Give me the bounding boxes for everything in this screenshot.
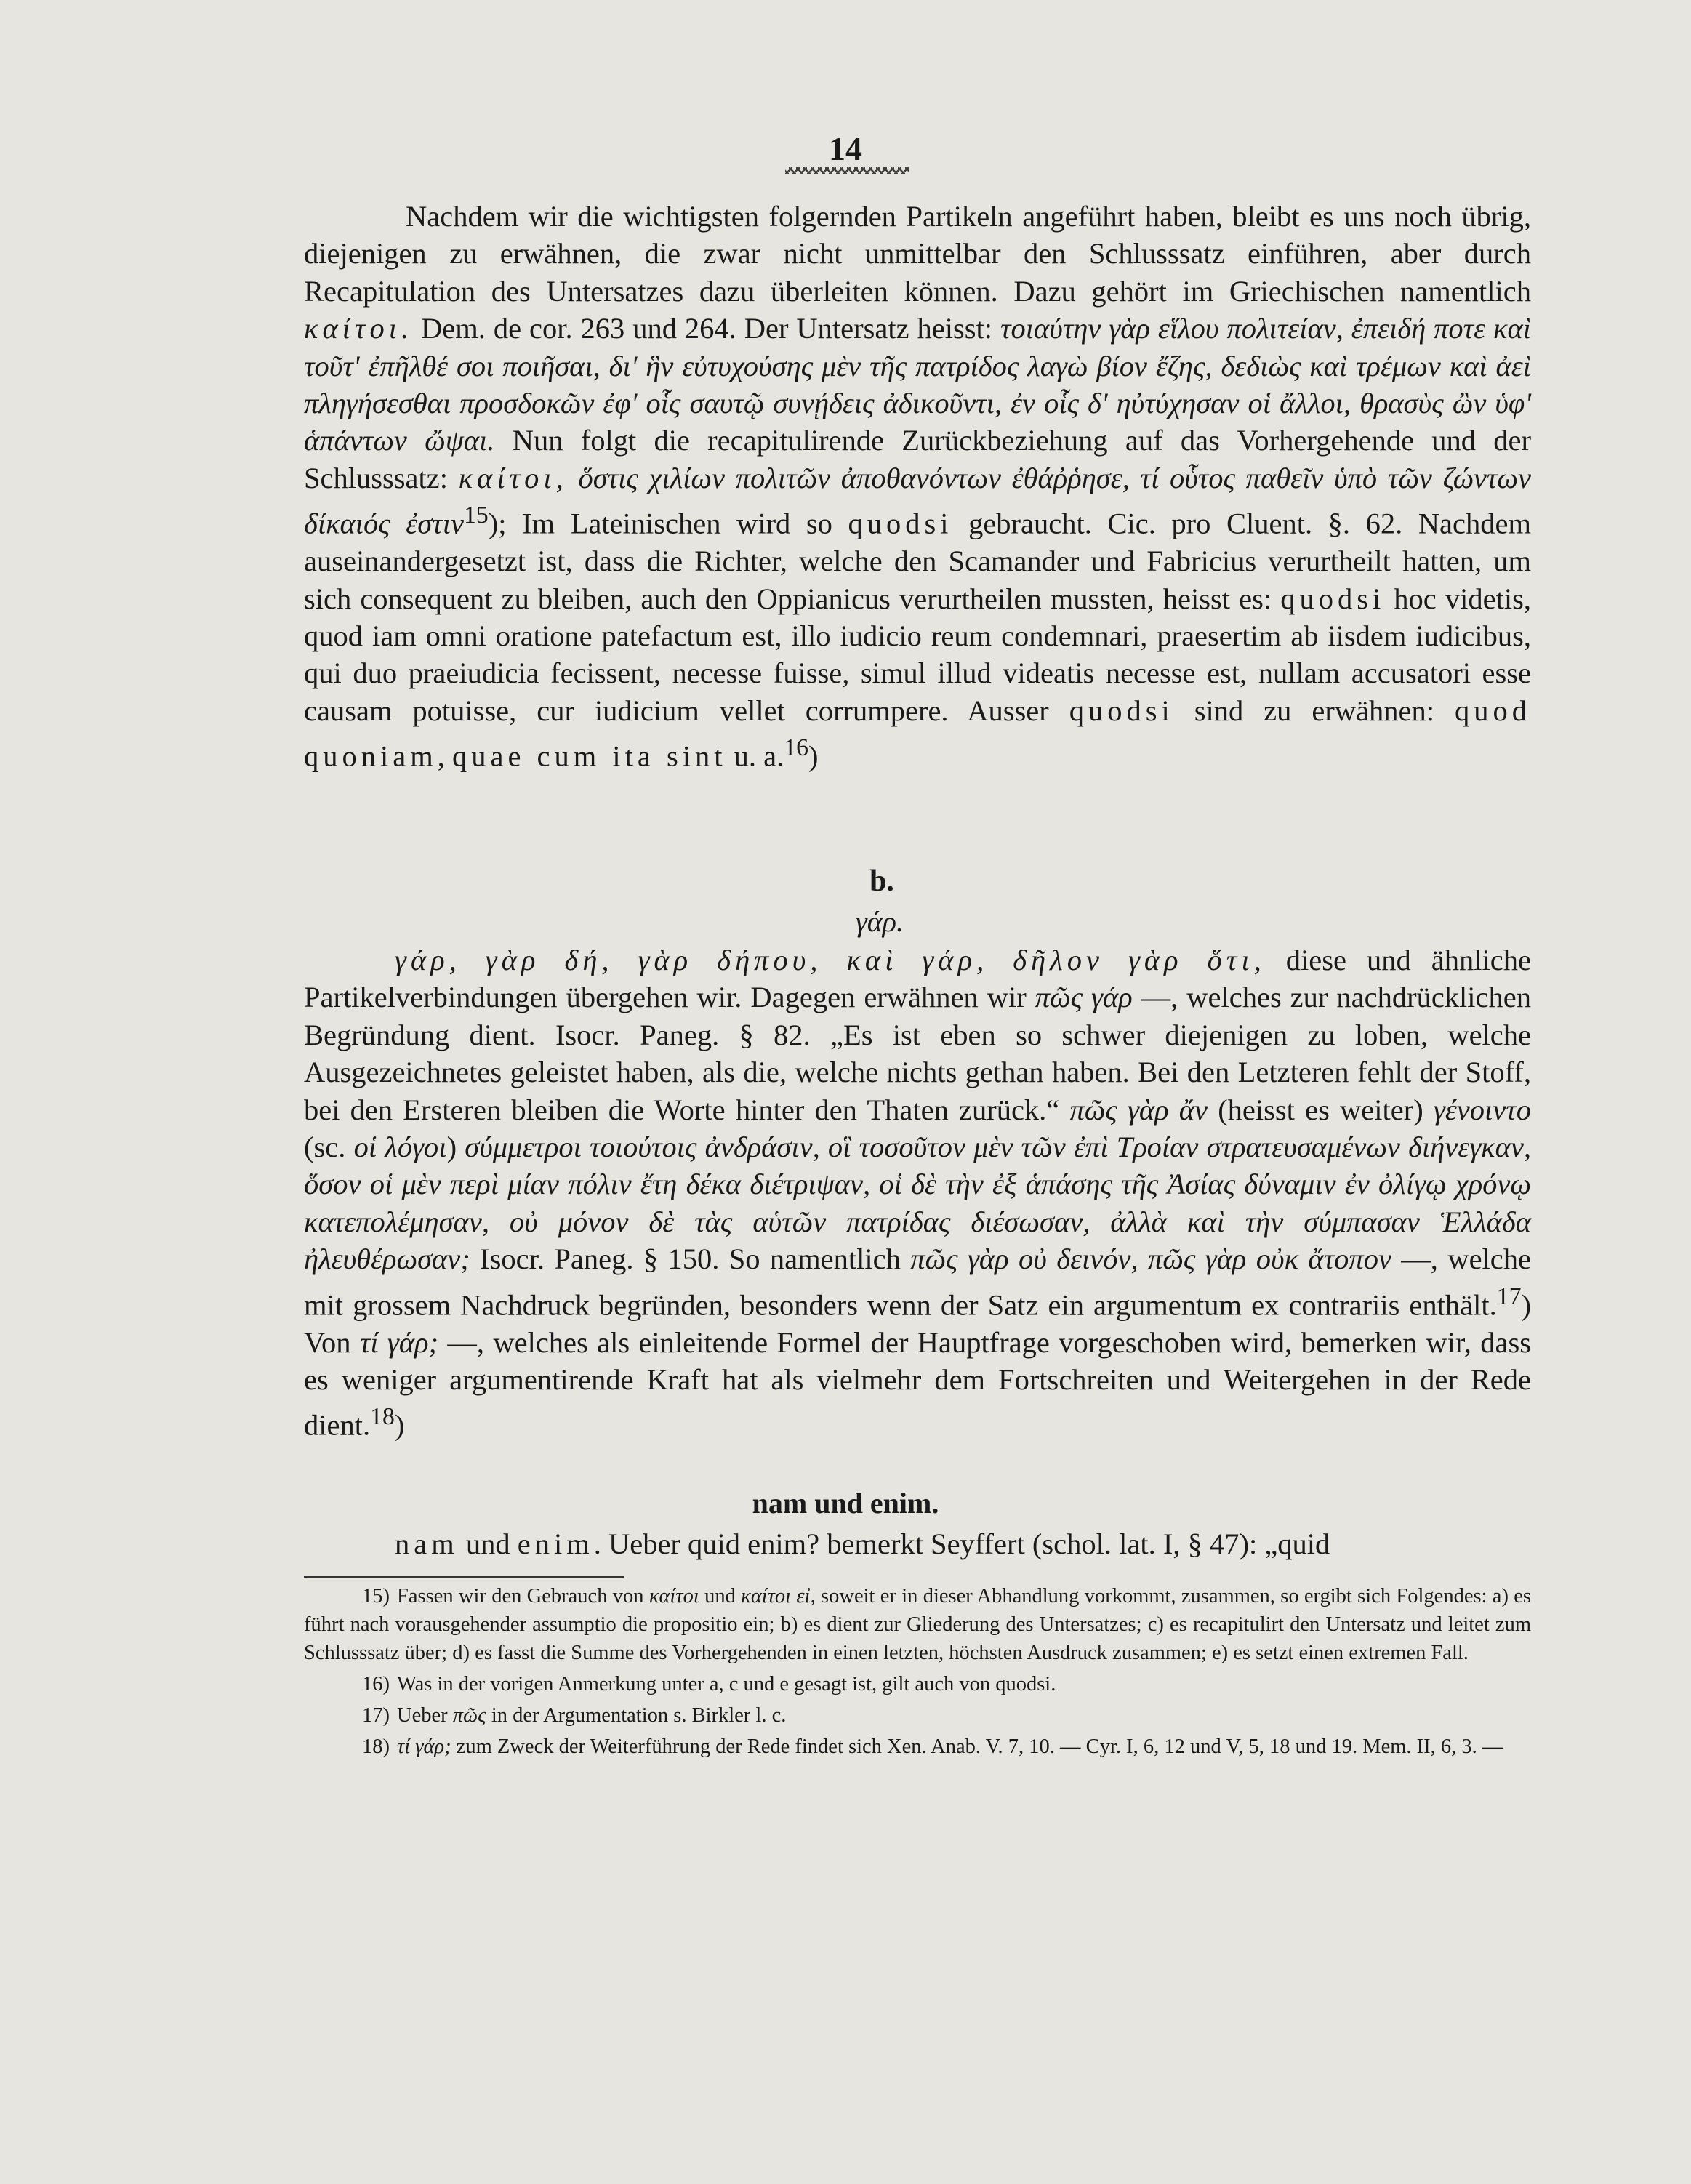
footnote-15: 15) Fassen wir den Gebrauch von καίτοι und καίτοι εἰ, soweit er in dieser Abhandlung vorkommt, zusammen, so ergibt sich Folgendes: a) es führt nach vorausgehender assumptio die propositio ein; b) es dient zur Gliederung des Untersatzes; c) es recapitulirt den Untersatz und leitet zum Schlusssatz über; d) es fasst die Summe des Vorhergehenden in einen letzten, höchsten Ausdruck zusammen; e) es setzt einen extremen Fall. bbox=[304, 1585, 1531, 1664]
greek-quote: οἱ λόγοι bbox=[353, 1131, 447, 1164]
footnote-label: 15) bbox=[362, 1585, 390, 1607]
page-number-ornament bbox=[785, 167, 909, 174]
spaced-term: nam bbox=[395, 1527, 459, 1560]
spaced-term: quodsi bbox=[1069, 694, 1174, 727]
section-subheading: γάρ. bbox=[856, 905, 904, 938]
spaced-term: quae cum ita sint bbox=[451, 739, 727, 773]
greek-term: τί γάρ; bbox=[359, 1325, 439, 1359]
footnote-17: 17) Ueber πῶς in der Argumentation s. Birkler l. c. bbox=[362, 1704, 787, 1727]
footnote-ref[interactable]: 17 bbox=[1496, 1282, 1522, 1310]
section-heading: b. bbox=[869, 864, 894, 898]
spaced-term: quodsi bbox=[1280, 582, 1386, 615]
greek-term-list: γάρ, γὰρ δή, γὰρ δήπου, καὶ γάρ, δῆλον γὰρ ὅτι, bbox=[395, 944, 1266, 976]
paragraph-gar: γάρ, γὰρ δή, γὰρ δήπου, καὶ γάρ, δῆλον γὰρ ὅτι, diese und ähnliche Partikelverbindungen übergehen wir. Dagegen erwähnen wir πῶς γάρ —, welches zur nachdrücklichen Begründung dient. Isocr. Paneg. § 82. „Es ist eben so schwer diejenigen zu loben, welche Ausgezeichnetes geleistet haben, als die, welche nichts gethan haben. Bei den Letzteren fehlt der Stoff, bei den Ersteren bleiben die Worte hinter den Thaten zurück.“ πῶς γὰρ ἄν (heisst es weiter) γένοιντο (sc. οἱ λόγοι) σύμμετροι τοιούτοις ἀνδράσιν, οἳ τοσοῦτον μὲν τῶν ἐπὶ Τροίαν στρατευσαμένων διήνεγκαν, ὅσον οἱ μὲν περὶ μίαν πόλιν ἔτη δέκα διέτριψαν, οἱ δὲ τὴν ἐξ ἁπάσης τῆς Ἀσίας δύναμιν ἐν ὀλίγῳ χρόνῳ κατεπολέμησαν, οὐ μόνον δὲ τὰς αὑτῶν πατρίδας διέσωσαν, ἀλλὰ καὶ τὴν σύμπασαν Ἑλλάδα ἠλευθέρωσαν; Isocr. Paneg. § 150. So namentlich πῶς γὰρ οὐ δεινόν, πῶς γὰρ οὐκ ἄτοπον —, welche mit grossem Nachdruck begründen, besonders wenn der Satz ein argumentum ex contrariis enthält.$^{17}$) Von τί γάρ; —, welches als einleitende Formel der Hauptfrage vorgeschoben wird, bemerken wir, dass es weniger argumentirende Kraft hat als vielmehr dem Fortschreiten und Weitergehen in der Rede dient.$^{18}$) bbox=[304, 944, 1532, 1442]
section-nam-text: nam und enim. Ueber quid enim? bemerkt Seyffert (schol. lat. I, § 47): „quid bbox=[395, 1527, 1330, 1560]
footnote-16: 16) Was in der vorigen Anmerkung unter a, c und e gesagt ist, gilt auch von quodsi. bbox=[362, 1673, 1056, 1695]
greek-term: πῶς γάρ bbox=[1035, 981, 1133, 1014]
spaced-term: quodsi bbox=[848, 507, 953, 540]
greek-quote: πῶς γὰρ οὐ δεινόν, πῶς γὰρ οὐκ ἄτοπον bbox=[910, 1242, 1391, 1276]
greek-quote: γένοιντο bbox=[1433, 1093, 1531, 1126]
footnote-divider bbox=[304, 1576, 624, 1578]
footnote-label: 18) bbox=[362, 1735, 390, 1758]
footnote-ref[interactable]: 18 bbox=[370, 1403, 395, 1431]
greek-quote: πῶς γὰρ ἄν bbox=[1069, 1093, 1208, 1126]
greek-quote: τοιαύτην γὰρ εἵλου πολιτείαν, ἐπειδή ποτε καὶ τοῦτ' ἐπῆλθέ σοι ποιῆσαι, δι' ἣν εὐτυχούσης μὲν τῆς πατρίδος λαγὼ βίον ἔζης, δεδιὼς καὶ τρέμων καὶ ἀεὶ πληγήσεσθαι προσδοκῶν ἐφ' οἷς σαυτῷ συνῄδεις ἀδικοῦντι, ἐν οἷς δ' ηὐτύχησαν οἱ ἄλλοι, θρασὺς ὢν ὑφ' ἁπάντων ὤψαι. bbox=[304, 312, 1532, 457]
greek-term: καίτοι. bbox=[304, 312, 414, 345]
footnote-18: 18) τί γάρ; zum Zweck der Weiterführung der Rede findet sich Xen. Anab. V. 7, 10. — Cyr. I, 6, 12 und V, 5, 18 und 19. Mem. II, 6, 3. — bbox=[362, 1735, 1503, 1758]
footnote-ref[interactable]: 15 bbox=[463, 502, 489, 529]
greek-term: καίτοι, bbox=[458, 461, 568, 494]
section-a-text bbox=[304, 198, 1531, 775]
footnote-label: 16) bbox=[362, 1673, 390, 1695]
greek-quote: ὅστις χιλίων πολιτῶν ἀποθανόντων ἐθάῤῥησε, τί οὗτος παθεῖν ὑπὸ τῶν ζώντων δίκαιός ἐστιν bbox=[304, 461, 1531, 540]
footnote-ref[interactable]: 16 bbox=[784, 734, 809, 762]
section-heading-nam-enim: nam und enim. bbox=[752, 1487, 939, 1519]
paragraph-kaitoi: Nachdem wir die wichtigsten folgernden Partikeln angeführt haben, bleibt es uns noch übrig, diejenigen zu erwähnen, die zwar nicht unmittelbar den Schlusssatz einführen, aber durch Recapitulation des Untersatzes dazu überleiten können. Dazu gehört im Griechischen namentlich καίτοι. Dem. de cor. 263 und 264. Der Untersatz heisst: τοιαύτην γὰρ εἵλου πολιτείαν, ἐπειδή ποτε καὶ τοῦτ' ἐπῆλθέ σοι ποιῆσαι, δι' ἣν εὐτυχούσης μὲν τῆς πατρίδος λαγὼ βίον ἔζης, δεδιὼς καὶ τρέμων καὶ ἀεὶ πληγήσεσθαι προσδοκῶν ἐφ' οἷς σαυτῷ συνῄδεις ἀδικοῦντι, ἐν οἷς δ' ηὐτύχησαν οἱ ἄλλοι, θρασὺς ὢν ὑφ' ἁπάντων ὤψαι. Nun folgt die recapitulirende Zurückbeziehung auf das Vorhergehende und der Schlusssatz: καίτοι, ὅστις χιλίων πολιτῶν ἀποθανόντων ἐθάῤῥησε, τί οὗτος παθεῖν ὑπὸ τῶν ζώντων δίκαιός ἐστιν$^{15}$); Im Lateinischen wird so quodsi gebraucht. Cic. pro Cluent. §. 62. Nachdem auseinandergesetzt ist, dass die Richter, welche den Scamander und Fabricius verurtheilt hatten, um sich consequent zu bleiben, auch den Oppianicus verurtheilen mussten, heisst es: quodsi hoc videtis, quod iam omni oratione patefactum est, illo iudicio reum condemnari, praesertim ab iisdem iudicibus, qui duo praeiudicia fecissent, necesse fuisse, simul illud videatis necesse est, nullam accusatori esse causam potuisse, cur iudicium vellet corrumpere. Ausser quodsi sind zu erwähnen: quod quoniam, quae cum ita sint u. a.$^{16}$) bbox=[304, 200, 1532, 773]
section-b-text bbox=[304, 942, 1531, 1444]
footnotes bbox=[304, 1582, 1531, 1761]
spaced-term: enim bbox=[517, 1527, 594, 1560]
spaced-term: quod quoniam bbox=[304, 694, 1531, 773]
greek-quote: σύμμετροι τοιούτοις ἀνδράσιν, οἳ τοσοῦτον μὲν τῶν ἐπὶ Τροίαν στρατευσαμένων διήνεγκαν, ὅσον οἱ μὲν περὶ μίαν πόλιν ἔτη δέκα διέτριψαν, οἱ δὲ τὴν ἐξ ἁπάσης τῆς Ἀσίας δύναμιν ἐν ὀλίγῳ χρόνῳ κατεπολέμησαν, οὐ μόνον δὲ τὰς αὑτῶν πατρίδας διέσωσαν, ἀλλὰ καὶ τὴν σύμπασαν Ἑλλάδα ἠλευθέρωσαν; bbox=[304, 1131, 1531, 1276]
page-number: 14 bbox=[829, 130, 862, 167]
footnote-label: 17) bbox=[362, 1704, 390, 1727]
